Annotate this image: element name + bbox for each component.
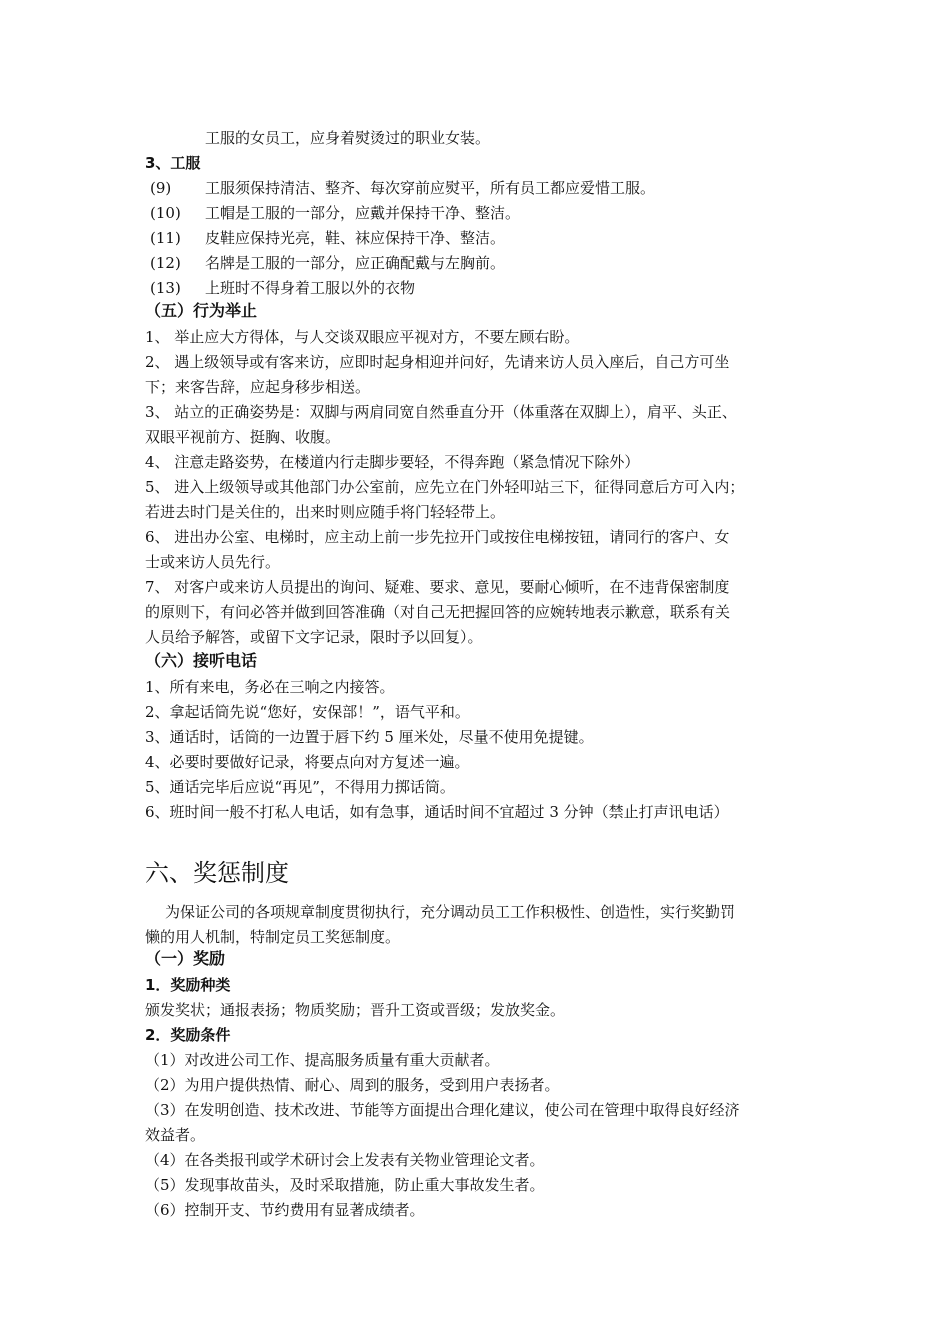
- paragraph-line: 下；来客告辞，应起身移步相送。: [145, 378, 371, 396]
- paragraph-line: 双眼平视前方、挺胸、收腹。: [145, 428, 341, 446]
- paragraph-line: 的原则下，有问必答并做到回答准确（对自己无把握回答的应婉转地表示歉意，联系有关: [145, 603, 731, 621]
- paragraph-line: 为保证公司的各项规章制度贯彻执行，充分调动员工工作积极性、创造性，实行奖勤罚: [165, 903, 736, 921]
- paragraph-line: （3）在发明创造、技术改进、节能等方面提出合理化建议，使公司在管理中取得良好经济: [145, 1101, 740, 1119]
- paragraph-line: 颁发奖状；通报表扬；物质奖励；晋升工资或晋级；发放奖金。: [145, 1001, 566, 1019]
- paragraph-line: 3、通话时，话筒的一边置于唇下约 5 厘米处，尽量不使用免提键。: [145, 728, 594, 746]
- paragraph-line: 7、 对客户或来访人员提出的询问、疑难、要求、意见，要耐心倾听，在不违背保密制度: [145, 578, 730, 596]
- item-text: 名牌是工服的一部分，应正确配戴与左胸前。: [205, 254, 506, 272]
- item-text: 上班时不得身着工服以外的衣物: [205, 279, 416, 297]
- item-number: (10): [150, 204, 181, 222]
- item-number: (9): [150, 179, 172, 197]
- paragraph-line: 1、所有来电，务必在三响之内接答。: [145, 678, 395, 696]
- paragraph-line: （4）在各类报刊或学术研讨会上发表有关物业管理论文者。: [145, 1151, 545, 1169]
- item-number: (12): [150, 254, 181, 272]
- item-number: (11): [150, 229, 181, 247]
- item-text: 工服须保持清洁、整齐、每次穿前应熨平，所有员工都应爱惜工服。: [205, 179, 656, 197]
- paragraph-line: 6、 进出办公室、电梯时，应主动上前一步先拉开门或按住电梯按钮，请同行的客户、女: [145, 528, 730, 546]
- paragraph-line: （1）对改进公司工作、提高服务质量有重大贡献者。: [145, 1051, 500, 1069]
- paragraph-line: 5、通话完毕后应说“再见”，不得用力掷话筒。: [145, 778, 455, 796]
- paragraph-line: 5、 进入上级领导或其他部门办公室前，应先立在门外轻叩站三下，征得同意后方可入内；: [145, 478, 745, 496]
- rewards-sub-heading: （一）奖励: [145, 949, 226, 968]
- item-text: 皮鞋应保持光亮，鞋、袜应保持干净、整洁。: [205, 229, 506, 247]
- list-item: [150, 279, 415, 297]
- list-item: [150, 204, 520, 222]
- list-item: [150, 229, 505, 247]
- paragraph-line: 4、必要时要做好记录，将要点向对方复述一遍。: [145, 753, 470, 771]
- paragraph-line: （2）为用户提供热情、耐心、周到的服务，受到用户表扬者。: [145, 1076, 560, 1094]
- paragraph-line: 人员给予解答，或留下文字记录，限时予以回复）。: [145, 628, 483, 646]
- paragraph-line: 若进去时门是关住的，出来时则应随手将门轻轻带上。: [145, 503, 506, 521]
- item-number: (13): [150, 279, 181, 297]
- types-heading: 1．奖励种类: [145, 976, 231, 994]
- item-text: 工帽是工服的一部分，应戴并保持干净、整洁。: [205, 204, 521, 222]
- paragraph-line: 6、班时间一般不打私人电话，如有急事，通话时间不宜超过 3 分钟（禁止打声讯电话）: [145, 803, 729, 821]
- paragraph-line: 1、 举止应大方得体，与人交谈双眼应平视对方，不要左顾右盼。: [145, 328, 580, 346]
- conditions-heading: 2．奖励条件: [145, 1026, 231, 1044]
- behavior-heading: （五）行为举止: [145, 301, 258, 320]
- paragraph-line: 2、拿起话筒先说“您好，安保部！”，语气平和。: [145, 703, 470, 721]
- paragraph-line: 4、 注意走路姿势，在楼道内行走脚步要轻，不得奔跑（紧急情况下除外）: [145, 453, 640, 471]
- uniform-intro-line: 工服的女员工，应身着熨烫过的职业女装。: [205, 129, 491, 147]
- list-item: [150, 179, 655, 197]
- paragraph-line: 士或来访人员先行。: [145, 553, 281, 571]
- paragraph-line: 2、 遇上级领导或有客来访，应即时起身相迎并问好，先请来访人员入座后，自己方可坐: [145, 353, 730, 371]
- uniform-heading: 3、工服: [145, 154, 201, 172]
- list-item: [150, 254, 505, 272]
- phone-heading: （六）接听电话: [145, 651, 258, 670]
- paragraph-line: 懒的用人机制，特制定员工奖惩制度。: [145, 928, 401, 946]
- paragraph-line: 效益者。: [145, 1126, 206, 1144]
- paragraph-line: 3、 站立的正确姿势是：双脚与两肩同宽自然垂直分开（体重落在双脚上），肩平、头正、: [145, 403, 737, 421]
- paragraph-line: （6）控制开支、节约费用有显著成绩者。: [145, 1201, 425, 1219]
- paragraph-line: （5）发现事故苗头，及时采取措施，防止重大事故发生者。: [145, 1176, 545, 1194]
- section-title: 六、奖惩制度: [145, 859, 289, 887]
